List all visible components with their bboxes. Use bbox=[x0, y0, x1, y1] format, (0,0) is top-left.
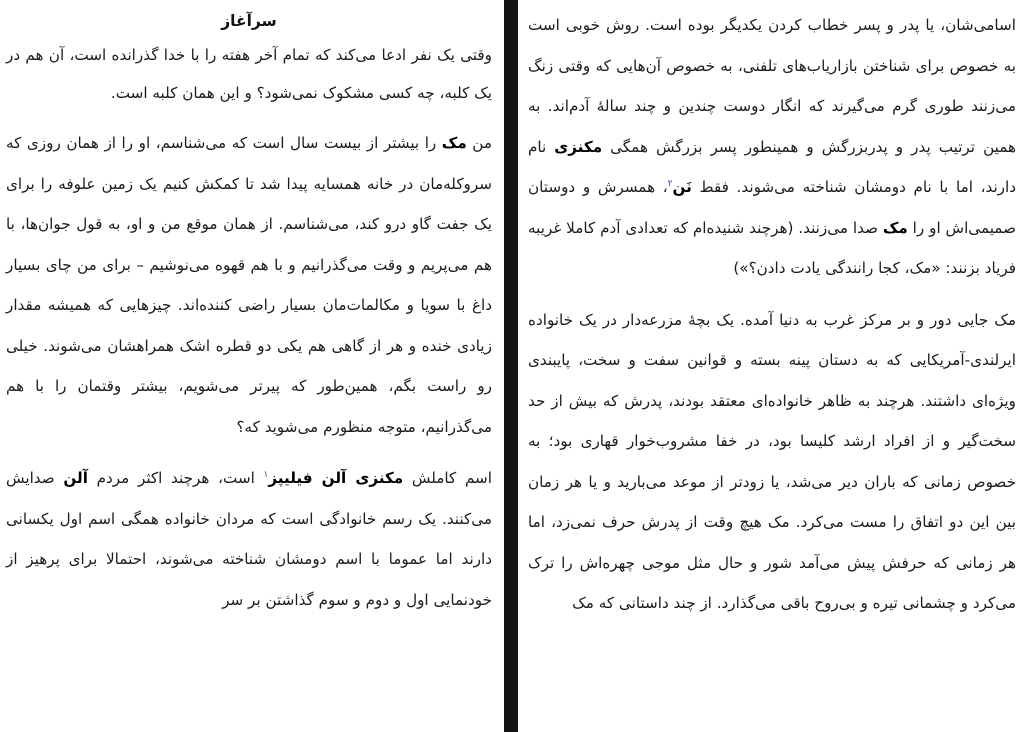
text-span: صدایش می‌کنند. یک رسم خانوادگی است که مردان خانواده همگی اسم اول یکسانی دارند اما عموما با اسم دومشان شناخته می‌شوند، احتمالا برای پرهیز از خودنمایی اول و دوم و سوم گذاشتن بر سر bbox=[6, 469, 492, 609]
left-paragraph-3 bbox=[6, 458, 492, 620]
right-page bbox=[518, 0, 1024, 732]
bold-name-mackenzie: مکنزی bbox=[554, 137, 603, 156]
left-paragraph-2 bbox=[6, 123, 492, 447]
text-span: اسامی‌شان، یا پدر و پسر خطاب کردن یکدیگر بوده است. روش خوبی است به خصوص برای شناختن بازاریاب‌های تلفنی، به خصوص آن‌هایی که وقتی زنگ می‌زنند طوری گرم می‌گیرند که انگار دوست چندین و چند ساله‌ٔ آدم‌اند. به همین ترتیب پدر و پدربزرگش و همینطور پسر بزرگش همگی bbox=[528, 16, 1016, 156]
bold-name-nan: نَن bbox=[672, 178, 692, 196]
left-page bbox=[0, 0, 504, 732]
text-span: را بیشتر از بیست سال است که می‌شناسم، او را از همان روزی که سروکله‌مان در خانه همسایه پیدا شد تا کمکش کنیم یک زمین علوفه را برای یک جفت گاو درو کند، می‌شناسم. از همان موقع من و او، به قول جوان‌ها، با هم می‌پریم و وقت می‌گذرانیم و با هم قهوه می‌نوشیم – برای من چای بسیار داغ با سویا و مکالمات‌مان بسیار راضی کننده‌اند. چیزهایی که همیشه مقدار زیادی خنده و هر از گاهی هم یکی دو قطره اشک همراهشان می‌شوند. خیلی رو راست بگم، همین‌طور که پیرتر می‌شویم، بیشتر وقتمان را با هم می‌گذرانیم، متوجه منظورم می‌شوید که؟ bbox=[6, 134, 492, 436]
text-span: نام دارند، اما با نام دومشان شناخته می‌شوند. فقط bbox=[528, 137, 1016, 196]
text-span: من bbox=[466, 134, 492, 152]
footnote-ref-1[interactable]: ۱ bbox=[263, 469, 269, 480]
bold-name-mac: مک bbox=[441, 134, 467, 152]
right-paragraph-2: مک جایی دور و بر مرکز غرب به دنیا آمده. یک بچهٔ مزرعه‌دار در یک خانواده ایرلندی-آمریکایی که به دستان پینه بسته و قوانین سفت و سخت، پایبندی ویژه‌ای داشتند. هرچند به ظاهر خانواده‌ای معتقد بودند، پدرش که بیش از حد سخت‌گیر و از افراد ارشد کلیسا بود، در خفا مشروب‌خوار قهاری بود؛ به خصوص زمانی که باران دیر می‌شد، یا زودتر از موعد می‌بارید و یا هر زمان بین این دو اتفاق را مست می‌کرد. مک هیچ وقت از پدرش حرف نمی‌زد، اما هر زمانی که حرفش پیش می‌آمد شور و حال مثل موجی چهره‌اش را ترک می‌کرد و چشمانی تیره و بی‌روح باقی می‌گذارد. از چند داستانی که مک bbox=[528, 310, 1016, 612]
right-page-text bbox=[528, 5, 1016, 624]
left-page-text bbox=[6, 6, 492, 620]
bold-full-name: مکنزی آلن فیلیپز bbox=[268, 469, 404, 487]
text-span: است، هرچند اکثر مردم bbox=[87, 469, 264, 487]
text-span: اسم کاملش bbox=[403, 469, 492, 487]
right-paragraph-1 bbox=[528, 5, 1016, 289]
page-gutter bbox=[504, 0, 518, 732]
text-span: ، همسرش و دوستان صمیمی‌اش او را bbox=[528, 178, 1016, 237]
chapter-title: سرآغاز bbox=[221, 12, 277, 30]
text-span: صدا می‌زنند. (هرچند شنیده‌ام که تعدادی آدم کاملا غریبه فریاد بزنند: «مک، کجا رانندگی یادت دادن؟») bbox=[528, 218, 1016, 277]
footnote-ref-2[interactable]: ۲ bbox=[667, 178, 673, 189]
bold-name-allen: آلن bbox=[63, 469, 88, 487]
left-paragraph-1: وقتی یک نفر ادعا می‌کند که تمام آخر هفته را با خدا گذرانده است، آن هم در یک کلبه، چه کسی مشکوک نمی‌شود؟ و این همان کلبه است. bbox=[6, 46, 492, 102]
bold-name-mac: مک bbox=[882, 218, 908, 237]
